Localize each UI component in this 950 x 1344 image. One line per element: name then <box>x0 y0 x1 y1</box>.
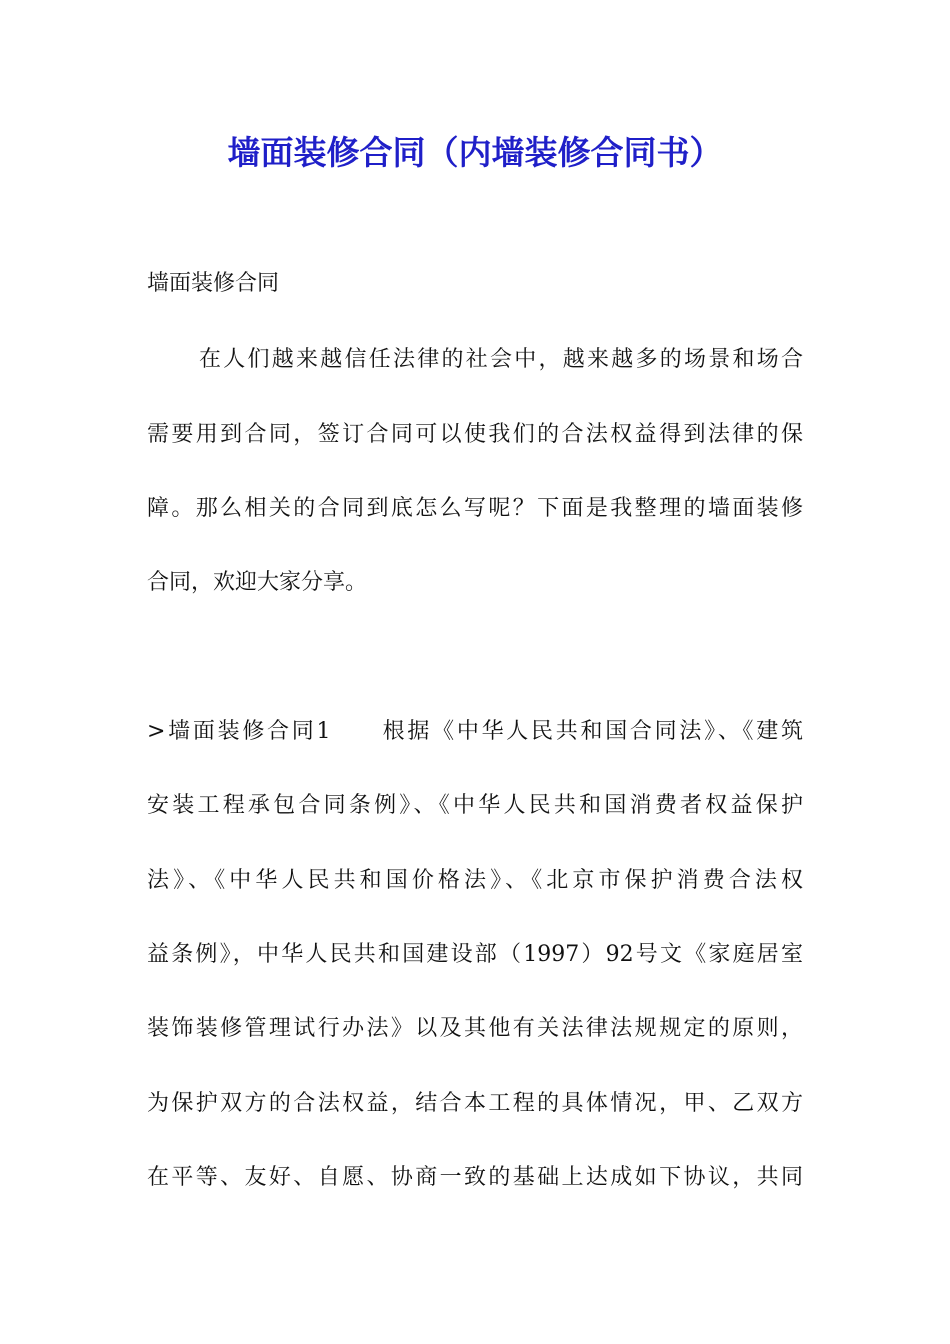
paragraph-line: 障。那么相关的合同到底怎么写呢？下面是我整理的墙面装修 <box>147 496 803 521</box>
paragraph-line: >墙面装修合同1 根据《中华人民共和国合同法》、《建筑 <box>147 719 803 744</box>
document-subtitle: 墙面装修合同 <box>147 271 280 296</box>
paragraph-line: 在人们越来越信任法律的社会中，越来越多的场景和场合 <box>199 347 803 372</box>
paragraph-line: 在平等、友好、自愿、协商一致的基础上达成如下协议，共同 <box>147 1165 803 1190</box>
paragraph-line: 法》、《中华人民共和国价格法》、《北京市保护消费合法权 <box>147 868 803 893</box>
page-title: 墙面装修合同（内墙装修合同书） <box>227 133 723 172</box>
paragraph-line: 益条例》，中华人民共和国建设部（1997）92号文《家庭居室 <box>147 942 803 967</box>
paragraph-line: 需要用到合同，签订合同可以使我们的合法权益得到法律的保 <box>147 422 803 447</box>
paragraph-line: 为保护双方的合法权益，结合本工程的具体情况，甲、乙双方 <box>147 1091 803 1116</box>
paragraph-line: 合同，欢迎大家分享。 <box>147 570 368 595</box>
paragraph-line: 装饰装修管理试行办法》以及其他有关法律法规规定的原则， <box>147 1016 803 1041</box>
paragraph-line: 安装工程承包合同条例》、《中华人民共和国消费者权益保护 <box>147 793 803 818</box>
